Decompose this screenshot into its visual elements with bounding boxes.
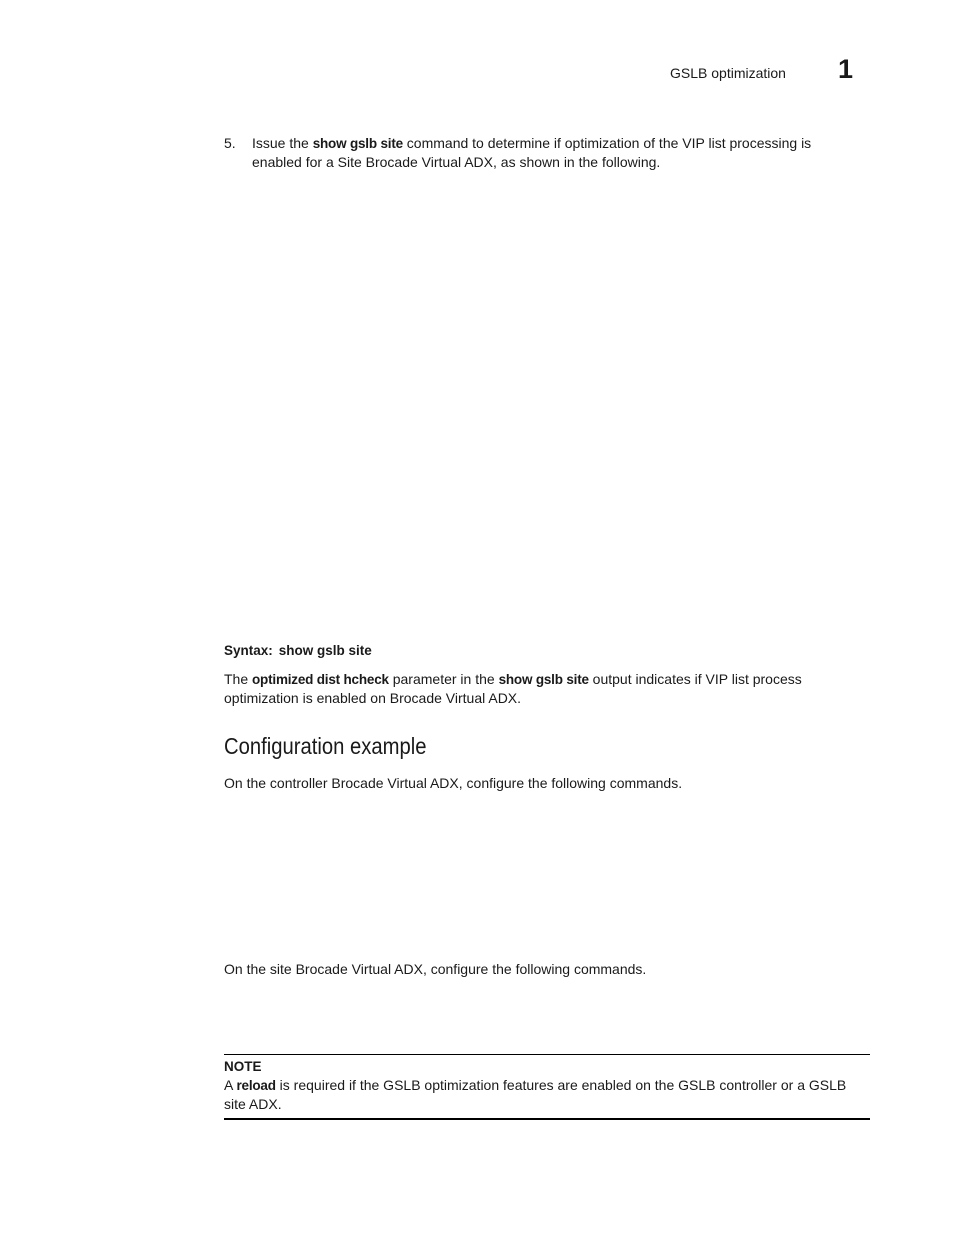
step-text-after: command to determine if optimization of the VIP list processing is enabled for a Site Brocade Virtual ADX, as shown in the following. [252, 135, 812, 170]
note-box [224, 1054, 870, 1120]
chapter-number: 1 [838, 54, 854, 84]
para1-bold-2: show gslb site [498, 672, 589, 687]
note-text-1: A [224, 1077, 237, 1093]
running-header-title: GSLB optimization [670, 65, 786, 81]
note-bold-reload: reload [236, 1078, 276, 1093]
paragraph-site: On the site Brocade Virtual ADX, configure the following commands. [224, 961, 647, 977]
section-heading: Configuration example [224, 733, 427, 759]
syntax-label: Syntax: [224, 643, 273, 658]
para1-bold-1: optimized dist hcheck [252, 672, 389, 687]
note-text-2: is required if the GSLB optimization features are enabled on the GSLB controller or a GSLB site ADX. [224, 1077, 847, 1112]
syntax-line [224, 643, 372, 658]
para1-text-1: The [224, 671, 253, 687]
note-text [224, 1076, 870, 1114]
step-5 [224, 134, 864, 172]
paragraph-optimized-dist-hcheck [224, 670, 854, 708]
step-number: 5. [224, 135, 236, 151]
para1-text-3: output indicates if VIP list process optimization is enabled on Brocade Virtual ADX. [224, 671, 802, 706]
step-command: show gslb site [312, 136, 403, 151]
paragraph-controller: On the controller Brocade Virtual ADX, configure the following commands. [224, 775, 683, 791]
step-text [252, 134, 864, 172]
step-text-before: Issue the [252, 135, 313, 151]
note-label: NOTE [224, 1059, 262, 1074]
para1-text-2: parameter in the [388, 671, 499, 687]
syntax-command: show gslb site [278, 643, 372, 658]
